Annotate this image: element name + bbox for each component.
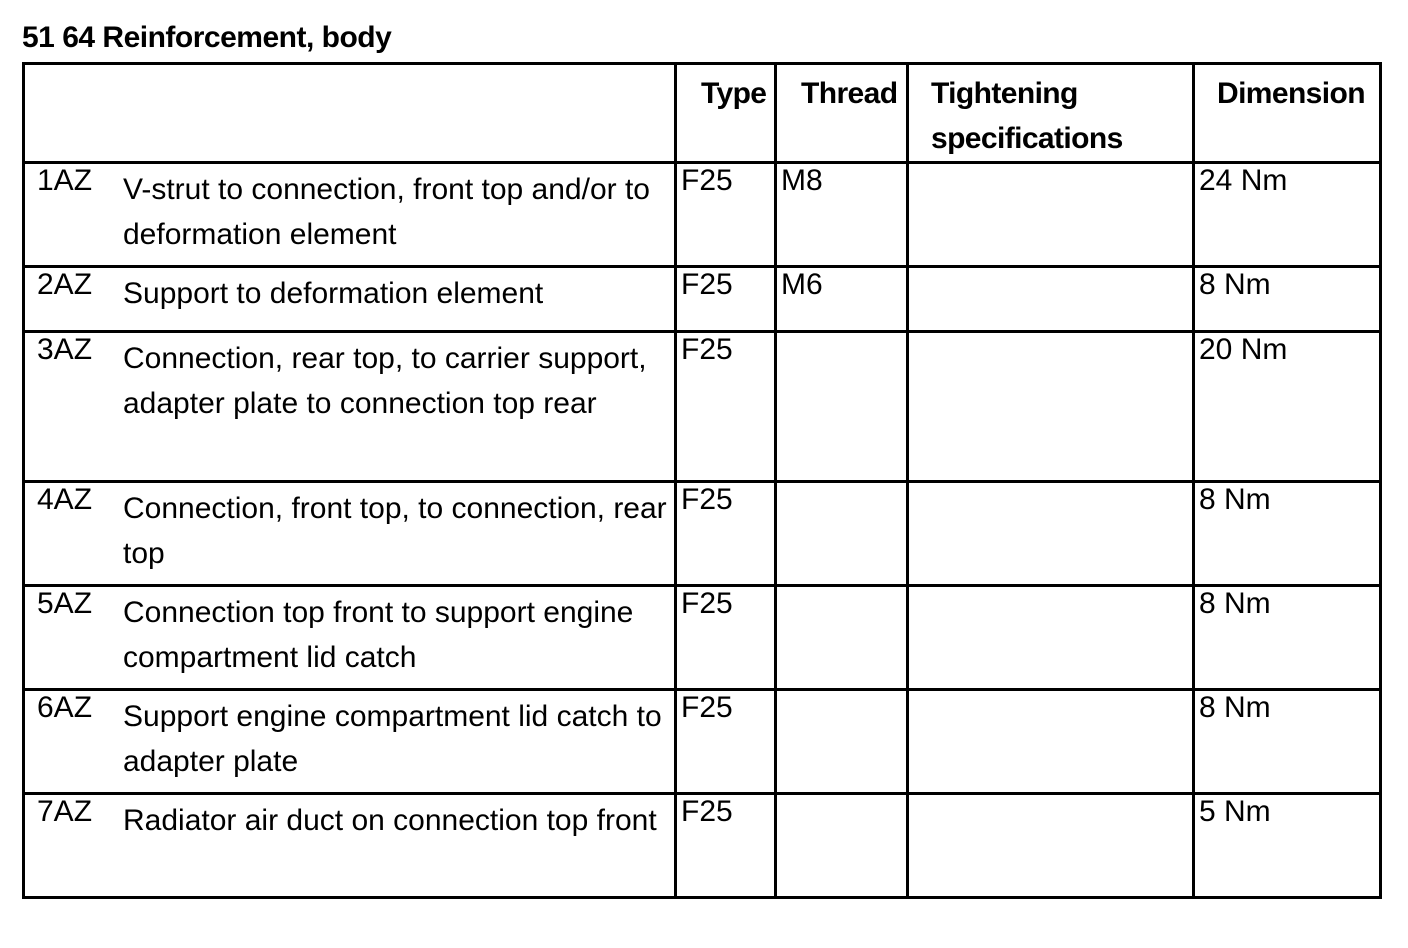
table-row (24, 586, 1381, 690)
description-cell (24, 163, 676, 267)
tightening-cell (908, 794, 1194, 898)
header-row (24, 64, 1381, 163)
description-cell (24, 794, 676, 898)
type-cell: F25 (676, 332, 776, 482)
thread-cell: M6 (776, 267, 908, 332)
description-cell (24, 690, 676, 794)
type-cell: F25 (676, 163, 776, 267)
header-type: Type (676, 64, 776, 163)
item-code: 4AZ (37, 483, 93, 516)
tightening-cell (908, 332, 1194, 482)
table-row (24, 163, 1381, 267)
table-row (24, 332, 1381, 482)
header-thread: Thread (776, 64, 908, 163)
item-description: Connection, front top, to connection, rear top (123, 492, 667, 570)
tightening-cell (908, 267, 1194, 332)
thread-cell (776, 794, 908, 898)
description-cell (24, 482, 676, 586)
page-title: 51 64 Reinforcement, body (22, 21, 392, 54)
item-description: Connection, rear top, to carrier support, adapter plate to connection top rear (123, 342, 647, 420)
thread-cell (776, 586, 908, 690)
header-tightening: Tightening specifications (908, 64, 1194, 163)
type-cell: F25 (676, 586, 776, 690)
item-code: 3AZ (37, 333, 93, 366)
tightening-cell (908, 690, 1194, 794)
type-cell: F25 (676, 690, 776, 794)
torque-spec-table (22, 62, 1382, 899)
description-cell (24, 332, 676, 482)
description-cell (24, 267, 676, 332)
dimension-cell: 5 Nm (1194, 794, 1381, 898)
type-cell: F25 (676, 482, 776, 586)
type-cell: F25 (676, 267, 776, 332)
dimension-cell: 8 Nm (1194, 482, 1381, 586)
item-description: V-strut to connection, front top and/or to deformation element (123, 173, 650, 251)
description-cell (24, 586, 676, 690)
header-dimension: Dimension (1194, 64, 1381, 163)
item-code: 2AZ (37, 268, 93, 301)
item-description: Support to deformation element (123, 277, 544, 310)
table-row (24, 690, 1381, 794)
dimension-cell: 24 Nm (1194, 163, 1381, 267)
thread-cell (776, 482, 908, 586)
type-cell: F25 (676, 794, 776, 898)
item-code: 7AZ (37, 795, 93, 828)
item-code: 1AZ (37, 164, 93, 197)
item-description: Connection top front to support engine compartment lid catch (123, 596, 634, 674)
thread-cell (776, 332, 908, 482)
table-row (24, 267, 1381, 332)
tightening-cell (908, 163, 1194, 267)
dimension-cell: 20 Nm (1194, 332, 1381, 482)
item-description: Radiator air duct on connection top front (123, 804, 657, 837)
thread-cell: M8 (776, 163, 908, 267)
tightening-cell (908, 586, 1194, 690)
table-row (24, 794, 1381, 898)
item-description: Support engine compartment lid catch to adapter plate (123, 700, 662, 778)
dimension-cell: 8 Nm (1194, 267, 1381, 332)
thread-cell (776, 690, 908, 794)
tightening-cell (908, 482, 1194, 586)
dimension-cell: 8 Nm (1194, 690, 1381, 794)
item-code: 5AZ (37, 587, 93, 620)
header-description (24, 64, 676, 163)
table-row (24, 482, 1381, 586)
dimension-cell: 8 Nm (1194, 586, 1381, 690)
item-code: 6AZ (37, 691, 93, 724)
